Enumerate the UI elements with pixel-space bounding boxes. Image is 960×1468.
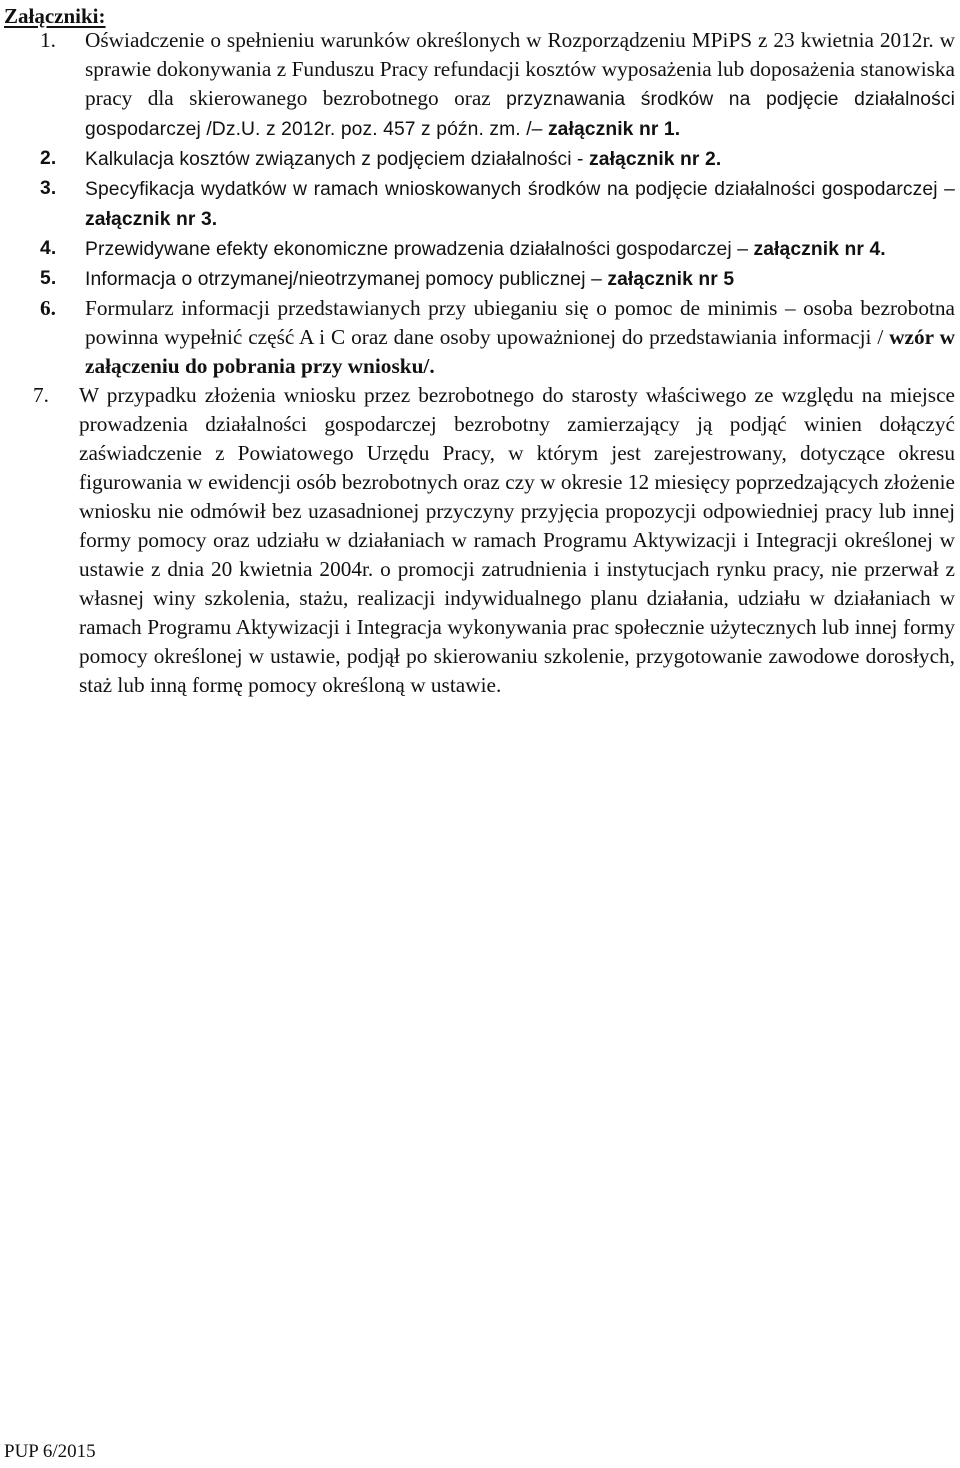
item-text-sans: przyznawania środków na podjęcie działalności gospodarczej /Dz.U. z 2012r. poz. 457 z późn. zm. /– bbox=[85, 89, 955, 140]
item-number: 6. bbox=[40, 296, 56, 320]
item-text: Informacja o otrzymanej/nieotrzymanej pomocy publicznej – bbox=[85, 269, 608, 290]
item-number: 5. bbox=[40, 268, 57, 289]
item-number: 1. bbox=[40, 28, 56, 52]
document-reference-footer: PUP 6/2015 bbox=[4, 1441, 96, 1462]
item-text: Specyfikacja wydatków w ramach wnioskowanych środków na podjęcie działalności gospodarczej – bbox=[85, 179, 955, 200]
item-number: 3. bbox=[40, 178, 57, 199]
attachment-reference: załącznik nr 5 bbox=[607, 269, 735, 290]
attachment-reference: załącznik nr 2. bbox=[589, 149, 722, 170]
attachment-reference: wzór w załączeniu do pobrania przy wniosku/. bbox=[85, 325, 955, 378]
item-number: 2. bbox=[40, 148, 57, 169]
item-text: W przypadku złożenia wniosku przez bezrobotnego do starosty właściwego ze względu na miejsce prowadzenia działalności gospodarczej bezrobotny zamierzający ją podjąć winien dołączyć zaświadczenie z Powiatowego Urzędu Pracy, w którym jest zarejestrowany, dotyczące okresu figurowania w ewidencji osób bezrobotnych oraz czy w okresie 12 miesięcy poprzedzających złożenie wniosku nie odmówił bez uzasadnionej przyczyny przyjęcia propozycji odpowiedniej pracy lub innej formy pomocy oraz udziału w działaniach w ramach Programu Aktywizacji i Integracji określonej w ustawie z dnia 20 kwietnia 2004r. o promocji zatrudnienia i instytucjach rynku pracy, nie przerwał z własnej winy szkolenia, stażu, realizacji indywidualnego planu działania, udziału w działaniach w ramach Programu Aktywizacji i Integracja wykonywania prac społecznie użytecznych lub innej formy pomocy określonej w ustawie, podjął po skierowaniu szkolenie, przygotowanie zawodowe dorosłych, staż lub inną formę pomocy określoną w ustawie. bbox=[79, 383, 955, 697]
item-text: Formularz informacji przedstawianych przy ubieganiu się o pomoc de minimis – osoba bezrobotna powinna wypełnić część A i C oraz dane osoby upoważnionej do przedstawiania informacji / bbox=[85, 296, 955, 349]
list-item bbox=[0, 26, 955, 144]
attachments-list bbox=[0, 26, 960, 700]
list-item bbox=[0, 264, 955, 294]
attachment-reference: załącznik nr 3. bbox=[85, 209, 218, 230]
item-number: 7. bbox=[33, 383, 49, 407]
list-item bbox=[0, 294, 955, 381]
list-item bbox=[0, 144, 955, 174]
list-item bbox=[0, 381, 955, 700]
item-text: Kalkulacja kosztów związanych z podjęciem działalności - bbox=[85, 149, 590, 170]
item-text: Przewidywane efekty ekonomiczne prowadzenia działalności gospodarczej – bbox=[85, 239, 754, 260]
attachment-reference: załącznik nr 1. bbox=[547, 119, 681, 140]
attachments-heading: Załączniki: bbox=[4, 4, 106, 28]
item-text: Oświadczenie o spełnieniu warunków określonych w Rozporządzeniu MPiPS z 23 kwietnia 2012r. w sprawie dokonywania z Funduszu Pracy refundacji kosztów wyposażenia lub doposażenia stanowiska pracy dla skierowanego bezrobotnego oraz bbox=[85, 28, 955, 110]
attachment-reference: załącznik nr 4. bbox=[753, 239, 886, 260]
item-number: 4. bbox=[40, 238, 57, 259]
list-item bbox=[0, 174, 955, 234]
list-item bbox=[0, 234, 955, 264]
